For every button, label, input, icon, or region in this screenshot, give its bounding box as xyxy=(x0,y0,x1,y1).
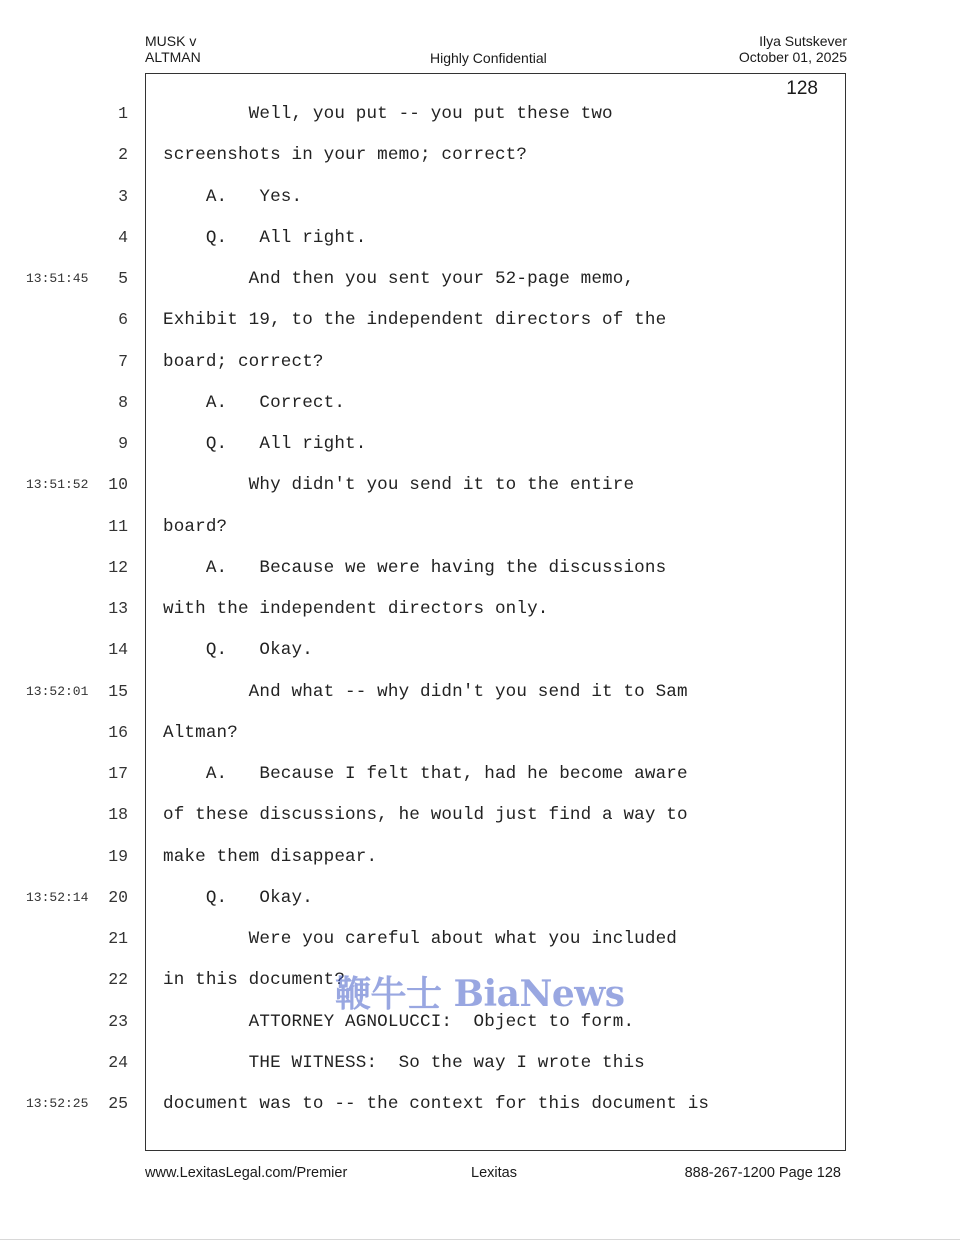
transcript-line xyxy=(0,805,960,829)
transcript-line xyxy=(0,682,960,706)
footer-phone-page: 888-267-1200 Page 128 xyxy=(684,1165,841,1181)
line-number: 20 xyxy=(108,887,128,907)
line-number: 4 xyxy=(118,227,128,247)
case-caption-line2: ALTMAN xyxy=(145,49,201,65)
transcript-line xyxy=(0,558,960,582)
line-text: ATTORNEY AGNOLUCCI: Object to form. xyxy=(163,1011,635,1032)
line-number: 14 xyxy=(108,640,128,660)
line-number: 9 xyxy=(118,434,128,453)
transcript-line xyxy=(0,640,960,664)
line-number: 17 xyxy=(108,764,128,783)
transcript-line xyxy=(0,517,960,541)
line-text: screenshots in your memo; correct? xyxy=(163,145,528,166)
transcript-line xyxy=(0,847,960,871)
transcript-line xyxy=(0,310,960,334)
line-number: 8 xyxy=(118,392,128,412)
page-bottom-rule xyxy=(0,1239,960,1240)
witness-info xyxy=(739,33,847,65)
line-number: 16 xyxy=(108,722,128,742)
transcript-line xyxy=(0,764,960,788)
line-text: Q. All right. xyxy=(163,227,367,248)
transcript-line xyxy=(0,352,960,376)
line-text: And what -- why didn't you send it to Sam xyxy=(163,681,688,702)
transcript-line xyxy=(0,145,960,169)
line-timestamp: 13:51:52 xyxy=(26,477,89,493)
line-number: 10 xyxy=(108,475,128,495)
line-number: 19 xyxy=(108,846,128,866)
line-number: 5 xyxy=(118,269,128,288)
line-timestamp: 13:52:14 xyxy=(26,889,89,905)
transcript-line xyxy=(0,475,960,499)
line-text: Why didn't you send it to the entire xyxy=(163,475,635,496)
line-number: 22 xyxy=(108,970,128,990)
line-text: document was to -- the context for this document is xyxy=(163,1094,710,1114)
transcript-line xyxy=(0,434,960,458)
transcript-line xyxy=(0,1094,960,1118)
line-number: 13 xyxy=(108,599,128,618)
line-text: A. Correct. xyxy=(163,392,346,413)
line-number: 7 xyxy=(118,351,128,371)
line-number: 18 xyxy=(108,805,128,825)
transcript-line xyxy=(0,104,960,128)
line-text: Q. Okay. xyxy=(163,887,313,908)
line-text: board; correct? xyxy=(163,351,324,372)
line-number: 11 xyxy=(108,516,128,536)
line-number: 23 xyxy=(108,1011,128,1031)
line-text: A. Because I felt that, had he become aware xyxy=(163,764,688,784)
case-caption xyxy=(145,33,201,65)
witness-name: Ilya Sutskever xyxy=(759,33,847,49)
line-number: 1 xyxy=(118,104,128,123)
line-text: board? xyxy=(163,516,228,537)
line-text: of these discussions, he would just find a way to xyxy=(163,805,688,826)
transcript-line xyxy=(0,888,960,912)
line-number: 6 xyxy=(118,310,128,330)
line-text: Exhibit 19, to the independent directors of the xyxy=(163,310,667,331)
bianews-watermark: 鞭牛士 BiaNews xyxy=(335,973,625,1015)
deposition-date: October 01, 2025 xyxy=(738,49,847,65)
line-number: 12 xyxy=(108,557,128,577)
line-timestamp: 13:52:25 xyxy=(26,1096,89,1111)
confidentiality-label: Highly Confidential xyxy=(430,50,547,66)
line-text: Well, you put -- you put these two xyxy=(163,104,613,124)
line-text: And then you sent your 52-page memo, xyxy=(163,269,635,289)
line-text: Q. Okay. xyxy=(163,640,313,661)
case-caption-line1: MUSK v xyxy=(145,33,197,49)
transcript-line xyxy=(0,929,960,953)
footer-company: Lexitas xyxy=(471,1165,517,1181)
line-text: Altman? xyxy=(163,722,238,743)
line-text: THE WITNESS: So the way I wrote this xyxy=(163,1052,645,1073)
line-timestamp: 13:52:01 xyxy=(26,683,89,699)
transcript-line xyxy=(0,269,960,293)
line-text: make them disappear. xyxy=(163,846,378,867)
line-text: A. Because we were having the discussions xyxy=(163,557,667,578)
line-number: 3 xyxy=(118,186,128,206)
line-number: 21 xyxy=(108,929,128,948)
line-text: Were you careful about what you included xyxy=(163,929,677,949)
line-number: 2 xyxy=(118,145,128,165)
line-timestamp: 13:51:45 xyxy=(26,271,89,286)
transcript-line xyxy=(0,228,960,252)
line-number: 25 xyxy=(108,1094,128,1113)
line-text: Q. All right. xyxy=(163,434,367,454)
transcript-line xyxy=(0,723,960,747)
line-number: 15 xyxy=(108,681,128,701)
transcript-line xyxy=(0,599,960,623)
page-number: 128 xyxy=(786,78,818,99)
transcript-line xyxy=(0,1053,960,1077)
line-text: with the independent directors only. xyxy=(163,599,549,619)
line-number: 24 xyxy=(108,1052,128,1072)
footer-website: www.LexitasLegal.com/Premier xyxy=(145,1165,348,1181)
transcript-line xyxy=(0,393,960,417)
line-text: A. Yes. xyxy=(163,186,303,207)
line-text: in this document? xyxy=(163,970,346,991)
transcript-line xyxy=(0,187,960,211)
